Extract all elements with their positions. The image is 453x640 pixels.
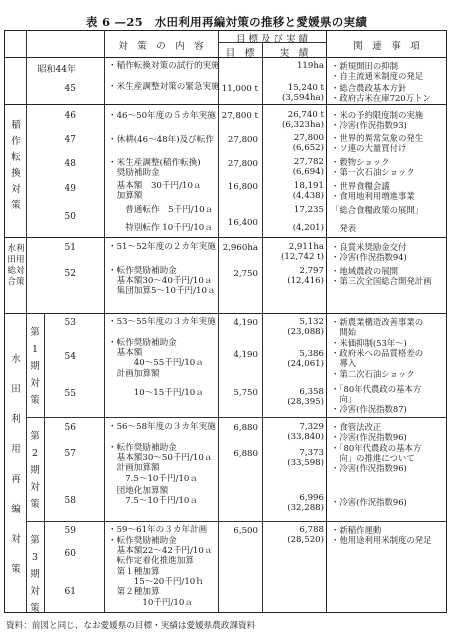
row-related: ・新規開田の抑制 ・自主流通米制度の発足: [331, 61, 424, 82]
row-result: 17,235 (4,201): [292, 205, 324, 233]
row-result: 6,996 (32,288): [287, 493, 324, 514]
row-policy: 10～15千円/10ａ: [108, 388, 204, 398]
row-related: ・世界食糧会議 ・食用地利用増進事業: [331, 181, 415, 202]
row-policy: 第１種加算 15～20千円/10ｈ 第２種加算 10千円/10ａ: [116, 567, 204, 608]
row-target: 27,800: [227, 135, 258, 145]
row-related: ・新農業構造改善事業の 開始: [331, 317, 424, 338]
row-related: ・地域農政の展開 ・第三次全国総合開発計画: [331, 266, 432, 287]
row-year: 55: [64, 389, 76, 399]
row-related: ・米の予約限度制の実施 ・冷害(作況指数93): [331, 110, 424, 131]
header-measures: 対 策 の 内 容: [118, 41, 204, 52]
row-related: ・総合農政基本方針 ・政府古米在庫720万トン: [331, 83, 431, 104]
row-year: 49: [64, 184, 76, 194]
section-line: [4, 237, 447, 238]
row-target: 27,800 t: [221, 111, 258, 121]
row-result: 6,358 (28,395): [287, 387, 324, 408]
row-result: 5,132 (23,088): [287, 317, 324, 338]
row-result: 5,386 (24,061): [287, 349, 324, 370]
row-target: 2,750: [233, 269, 258, 279]
row-related: ・新稲作運動 ・他用途利用米制度の発足: [331, 525, 432, 546]
row-policy: ・転作奨励補助金 基本額 40～55千円/10ａ 計画加算額: [108, 338, 204, 379]
row-year: 59: [64, 526, 76, 536]
period-line: [26, 521, 447, 522]
row-year: 昭和44年: [37, 65, 76, 75]
row-policy: ・転作奨励補助金 基本額22～42千円/10ａ 転作定着化推進加算: [108, 536, 213, 567]
row-target: 11,000 t: [221, 84, 258, 94]
row-year: 45: [64, 84, 76, 94]
row-target: 4,190: [233, 350, 258, 360]
header-target: 目 標: [225, 48, 255, 59]
row-related: ・米価抑制(53年～) ・政府米への品質格差の 導入 ・第二次石油ショック: [331, 338, 424, 379]
col-divider: [326, 30, 327, 613]
period-line: [26, 417, 447, 418]
row-related: ・世界的異常気象の発生 ・ソ連の大量買付け: [331, 133, 424, 154]
row-year: 46: [64, 111, 76, 121]
row-result: 119ha: [296, 61, 324, 71]
row-year: 48: [64, 159, 76, 169]
row-policy: ・56～58年度の３カ年実施: [108, 422, 216, 432]
row-policy: ・59～61年の３カ年計画: [108, 525, 208, 535]
table-title: 表 6 —25 水田利用再編対策の推移と愛媛県の実績: [85, 15, 368, 29]
row-policy: ・53～55年度の３カ年実施: [108, 317, 216, 327]
row-target: 16,400: [227, 218, 258, 228]
row-related: ・良質米奨励金交付 ・冷害(作況指数94): [331, 242, 407, 263]
row-policy: ・米生産調整(稲作転換) 奨励補助金: [108, 158, 201, 179]
row-policy: 団地化加算額 7.5～10千円/10ａ: [116, 486, 198, 507]
row-target: 5,750: [233, 388, 258, 398]
header-result: 実 績: [279, 48, 309, 59]
row-related: ・「80年代農政の基本方 向」 ・冷害(作況指数87): [331, 384, 422, 415]
row-year: 57: [64, 449, 76, 459]
col-divider: [104, 30, 105, 613]
group-label-paddy-comprehensive: 水利田用総対合策: [7, 244, 25, 287]
row-year: 56: [64, 423, 76, 433]
row-policy: ・転作奨励補助金 基本額30～50千円/10ａ 計画加算額 7.5～10千円/10ａ: [108, 443, 213, 484]
row-year: 60: [64, 549, 76, 559]
row-policy: ・稲作転換対策の試行的実施: [108, 61, 220, 71]
row-policy: ・転作奨励補助金 基本額30～40千円/10ａ 集団加算5～10千円/10ａ: [108, 266, 216, 297]
section-line: [4, 104, 447, 105]
period-label-2: 第2期対策: [30, 431, 40, 510]
row-target: 6,500: [233, 526, 258, 536]
row-policy: ・米生産調整対策の緊急実施: [108, 82, 220, 92]
period-label-3: 第3期対策: [30, 535, 40, 614]
row-year: 54: [64, 352, 76, 362]
row-target: 27,800: [227, 159, 258, 169]
row-related: ・穀物ショック ・第一次石油ショック: [331, 157, 415, 178]
row-policy: ・51～52年度の２カ年実施: [108, 242, 216, 252]
row-related: ・冷害(作況指数96): [331, 497, 407, 507]
row-policy: ・46～50年度の５カ年実施: [108, 111, 216, 121]
period-label-1: 第1期対策: [30, 327, 40, 406]
source-note: 資料：前図と同じ、なお愛媛県の目標・実績は愛媛県農政課資料: [6, 621, 256, 631]
row-result: 26,740 t (6,323ha): [282, 110, 324, 131]
row-year: 47: [64, 135, 76, 145]
row-related: ・「80年代農政の基本方 向」の推進について ・冷害(作況指数96): [331, 443, 422, 474]
row-year: 58: [64, 496, 76, 506]
header-related: 関 連 事 項: [353, 41, 420, 52]
row-target: 6,880: [233, 423, 258, 433]
row-year: 51: [64, 243, 76, 253]
row-policy: ・休耕(46～48年)及び転作: [108, 135, 214, 145]
row-result: 7,329 (33,840): [287, 422, 324, 443]
row-year: 50: [64, 212, 76, 222]
section-line: [4, 313, 447, 314]
row-result: 15,240 t (3,594ha): [282, 83, 324, 104]
row-result: 2,797 (12,416): [287, 266, 324, 287]
row-result: 27,800 (6,652): [292, 133, 324, 154]
row-related: 「総合食糧政策の展開」 発表: [331, 205, 424, 233]
row-year: 53: [64, 318, 76, 328]
row-result: 2,911ha (12,742 t): [281, 242, 324, 263]
row-year: 52: [64, 269, 76, 279]
row-result: 27,782 (6,694): [292, 157, 324, 178]
row-target: 16,800: [227, 182, 258, 192]
group-label-crop-conversion: 稲作転換対策: [11, 120, 21, 211]
row-result: 18,191 (4,438): [292, 181, 324, 202]
row-result: 6,788 (28,520): [287, 525, 324, 546]
row-target: 2,960ha: [222, 243, 258, 253]
row-related: ・食管法改正 ・冷害(作況指数96): [331, 422, 407, 443]
group-label-paddy-reorganization: 水田利用再編対策: [11, 354, 21, 575]
header-target-result: 目 標 及 び 実 績: [235, 34, 309, 45]
row-year: 61: [64, 587, 76, 597]
row-policy: 基本額 30千円/10ａ 加算額: [116, 181, 202, 202]
row-target: 6,880: [233, 449, 258, 459]
row-result: 7,373 (33,598): [287, 448, 324, 469]
row-policy: 普通転作 5千円/10ａ 特別転作 10千円/10ａ: [125, 205, 214, 233]
row-target: 4,190: [233, 318, 258, 328]
col-divider: [26, 313, 27, 613]
